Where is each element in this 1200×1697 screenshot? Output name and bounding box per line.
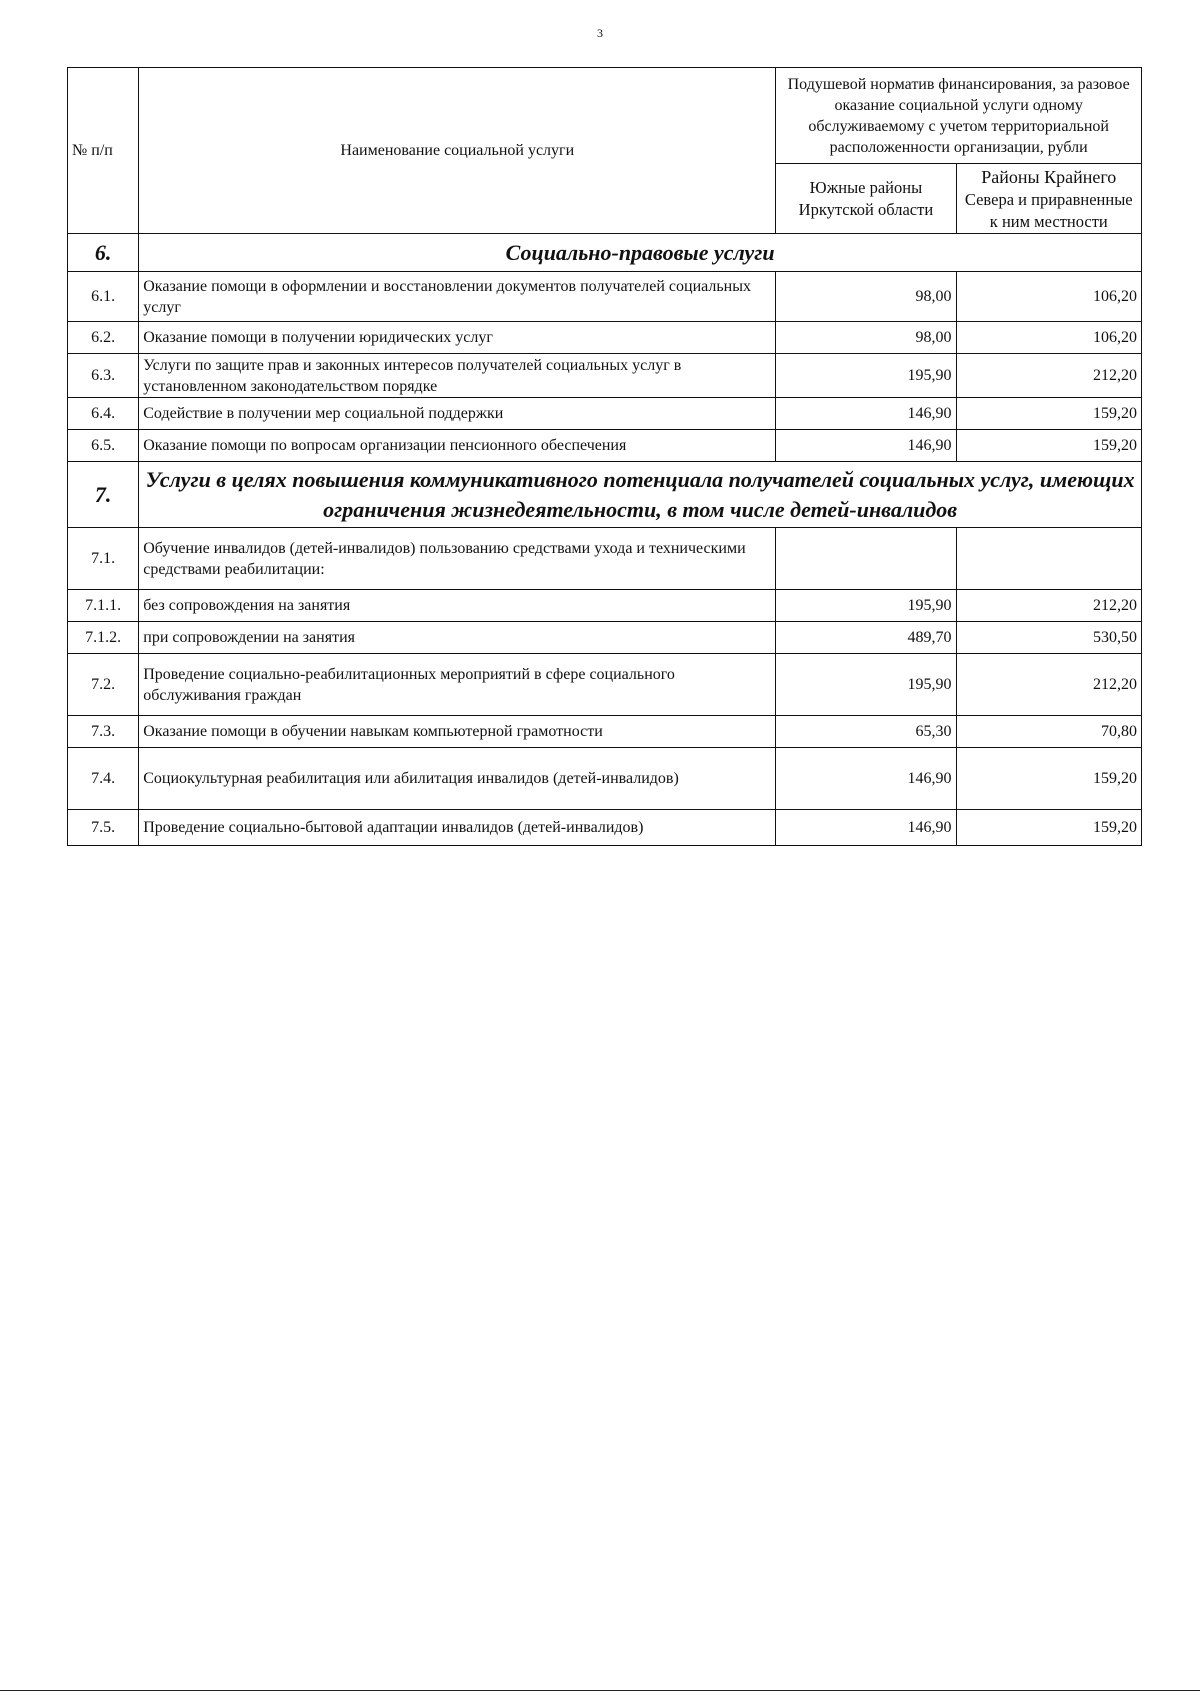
value-south: 98,00 (776, 272, 956, 322)
header-south (776, 164, 956, 234)
table-row (68, 654, 1142, 716)
table-row (68, 398, 1142, 430)
service-name: Проведение социально-реабилитационных мероприятий в сфере социального обслуживания граждан (139, 654, 776, 716)
table-row (68, 748, 1142, 810)
header-num: № п/п (68, 68, 139, 234)
value-south: 195,90 (776, 654, 956, 716)
section-title: Социально-правовые услуги (139, 234, 1142, 272)
row-number: 7.1.1. (68, 590, 139, 622)
section-number: 7. (68, 462, 139, 528)
table-row (68, 354, 1142, 398)
section-title: Услуги в целях повышения коммуникативного потенциала получателей социальных услуг, имеющих ограничения жизнедеятельности, в том числе детей-инвалидов (139, 462, 1142, 528)
service-name: Оказание помощи в получении юридических услуг (139, 322, 776, 354)
service-name: Оказание помощи в обучении навыкам компьютерной грамотности (139, 716, 776, 748)
service-name: Проведение социально-бытовой адаптации инвалидов (детей-инвалидов) (139, 810, 776, 846)
header-south-label: Южные районы Иркутской области (798, 177, 934, 219)
row-number: 6.4. (68, 398, 139, 430)
value-south: 146,90 (776, 810, 956, 846)
value-north: 159,20 (956, 398, 1141, 430)
service-name: Услуги по защите прав и законных интересов получателей социальных услуг в установленном законодательством порядке (139, 354, 776, 398)
value-north: 212,20 (956, 590, 1141, 622)
table-row (68, 622, 1142, 654)
table-row (68, 272, 1142, 322)
header-north (956, 164, 1141, 234)
value-north: 530,50 (956, 622, 1141, 654)
value-south: 98,00 (776, 322, 956, 354)
table-body (68, 234, 1142, 846)
value-north (956, 528, 1141, 590)
service-name: при сопровождении на занятия (139, 622, 776, 654)
table-row (68, 322, 1142, 354)
value-north: 159,20 (956, 748, 1141, 810)
table-row (68, 590, 1142, 622)
row-number: 7.5. (68, 810, 139, 846)
value-north: 106,20 (956, 272, 1141, 322)
value-south (776, 528, 956, 590)
row-number: 7.1.2. (68, 622, 139, 654)
value-north: 106,20 (956, 322, 1141, 354)
row-number: 7.4. (68, 748, 139, 810)
section-row (68, 234, 1142, 272)
row-number: 7.1. (68, 528, 139, 590)
page-number: 3 (597, 26, 603, 40)
bottom-rule (0, 1690, 1200, 1691)
section-row (68, 462, 1142, 528)
table-row (68, 430, 1142, 462)
value-south: 489,70 (776, 622, 956, 654)
value-north: 212,20 (956, 654, 1141, 716)
value-south: 195,90 (776, 354, 956, 398)
service-name: без сопровождения на занятия (139, 590, 776, 622)
service-name: Обучение инвалидов (детей-инвалидов) пользованию средствами ухода и техническими средствами реабилитации: (139, 528, 776, 590)
header-north-label-b: Севера и приравненные к ним местности (964, 189, 1133, 231)
service-name: Оказание помощи в оформлении и восстановлении документов получателей социальных услуг (139, 272, 776, 322)
section-number: 6. (68, 234, 139, 272)
value-north: 212,20 (956, 354, 1141, 398)
value-north: 70,80 (956, 716, 1141, 748)
value-south: 65,30 (776, 716, 956, 748)
row-number: 7.3. (68, 716, 139, 748)
table-header (68, 68, 1142, 234)
header-north-label-a: Районы Крайнего (981, 166, 1117, 187)
row-number: 6.3. (68, 354, 139, 398)
row-number: 7.2. (68, 654, 139, 716)
header-name: Наименование социальной услуги (139, 68, 776, 234)
value-north: 159,20 (956, 810, 1141, 846)
value-south: 195,90 (776, 590, 956, 622)
header-norm: Подушевой норматив финансирования, за разовое оказание социальной услуги одному обслуживаемому с учетом территориальной расположенности организации, рубли (776, 68, 1142, 164)
table-row (68, 810, 1142, 846)
service-name: Социокультурная реабилитация или абилитация инвалидов (детей-инвалидов) (139, 748, 776, 810)
table-row (68, 528, 1142, 590)
table-row (68, 716, 1142, 748)
value-south: 146,90 (776, 748, 956, 810)
value-south: 146,90 (776, 398, 956, 430)
row-number: 6.2. (68, 322, 139, 354)
social-services-table (67, 67, 1142, 846)
service-name: Оказание помощи по вопросам организации пенсионного обеспечения (139, 430, 776, 462)
row-number: 6.1. (68, 272, 139, 322)
row-number: 6.5. (68, 430, 139, 462)
value-south: 146,90 (776, 430, 956, 462)
value-north: 159,20 (956, 430, 1141, 462)
service-name: Содействие в получении мер социальной поддержки (139, 398, 776, 430)
